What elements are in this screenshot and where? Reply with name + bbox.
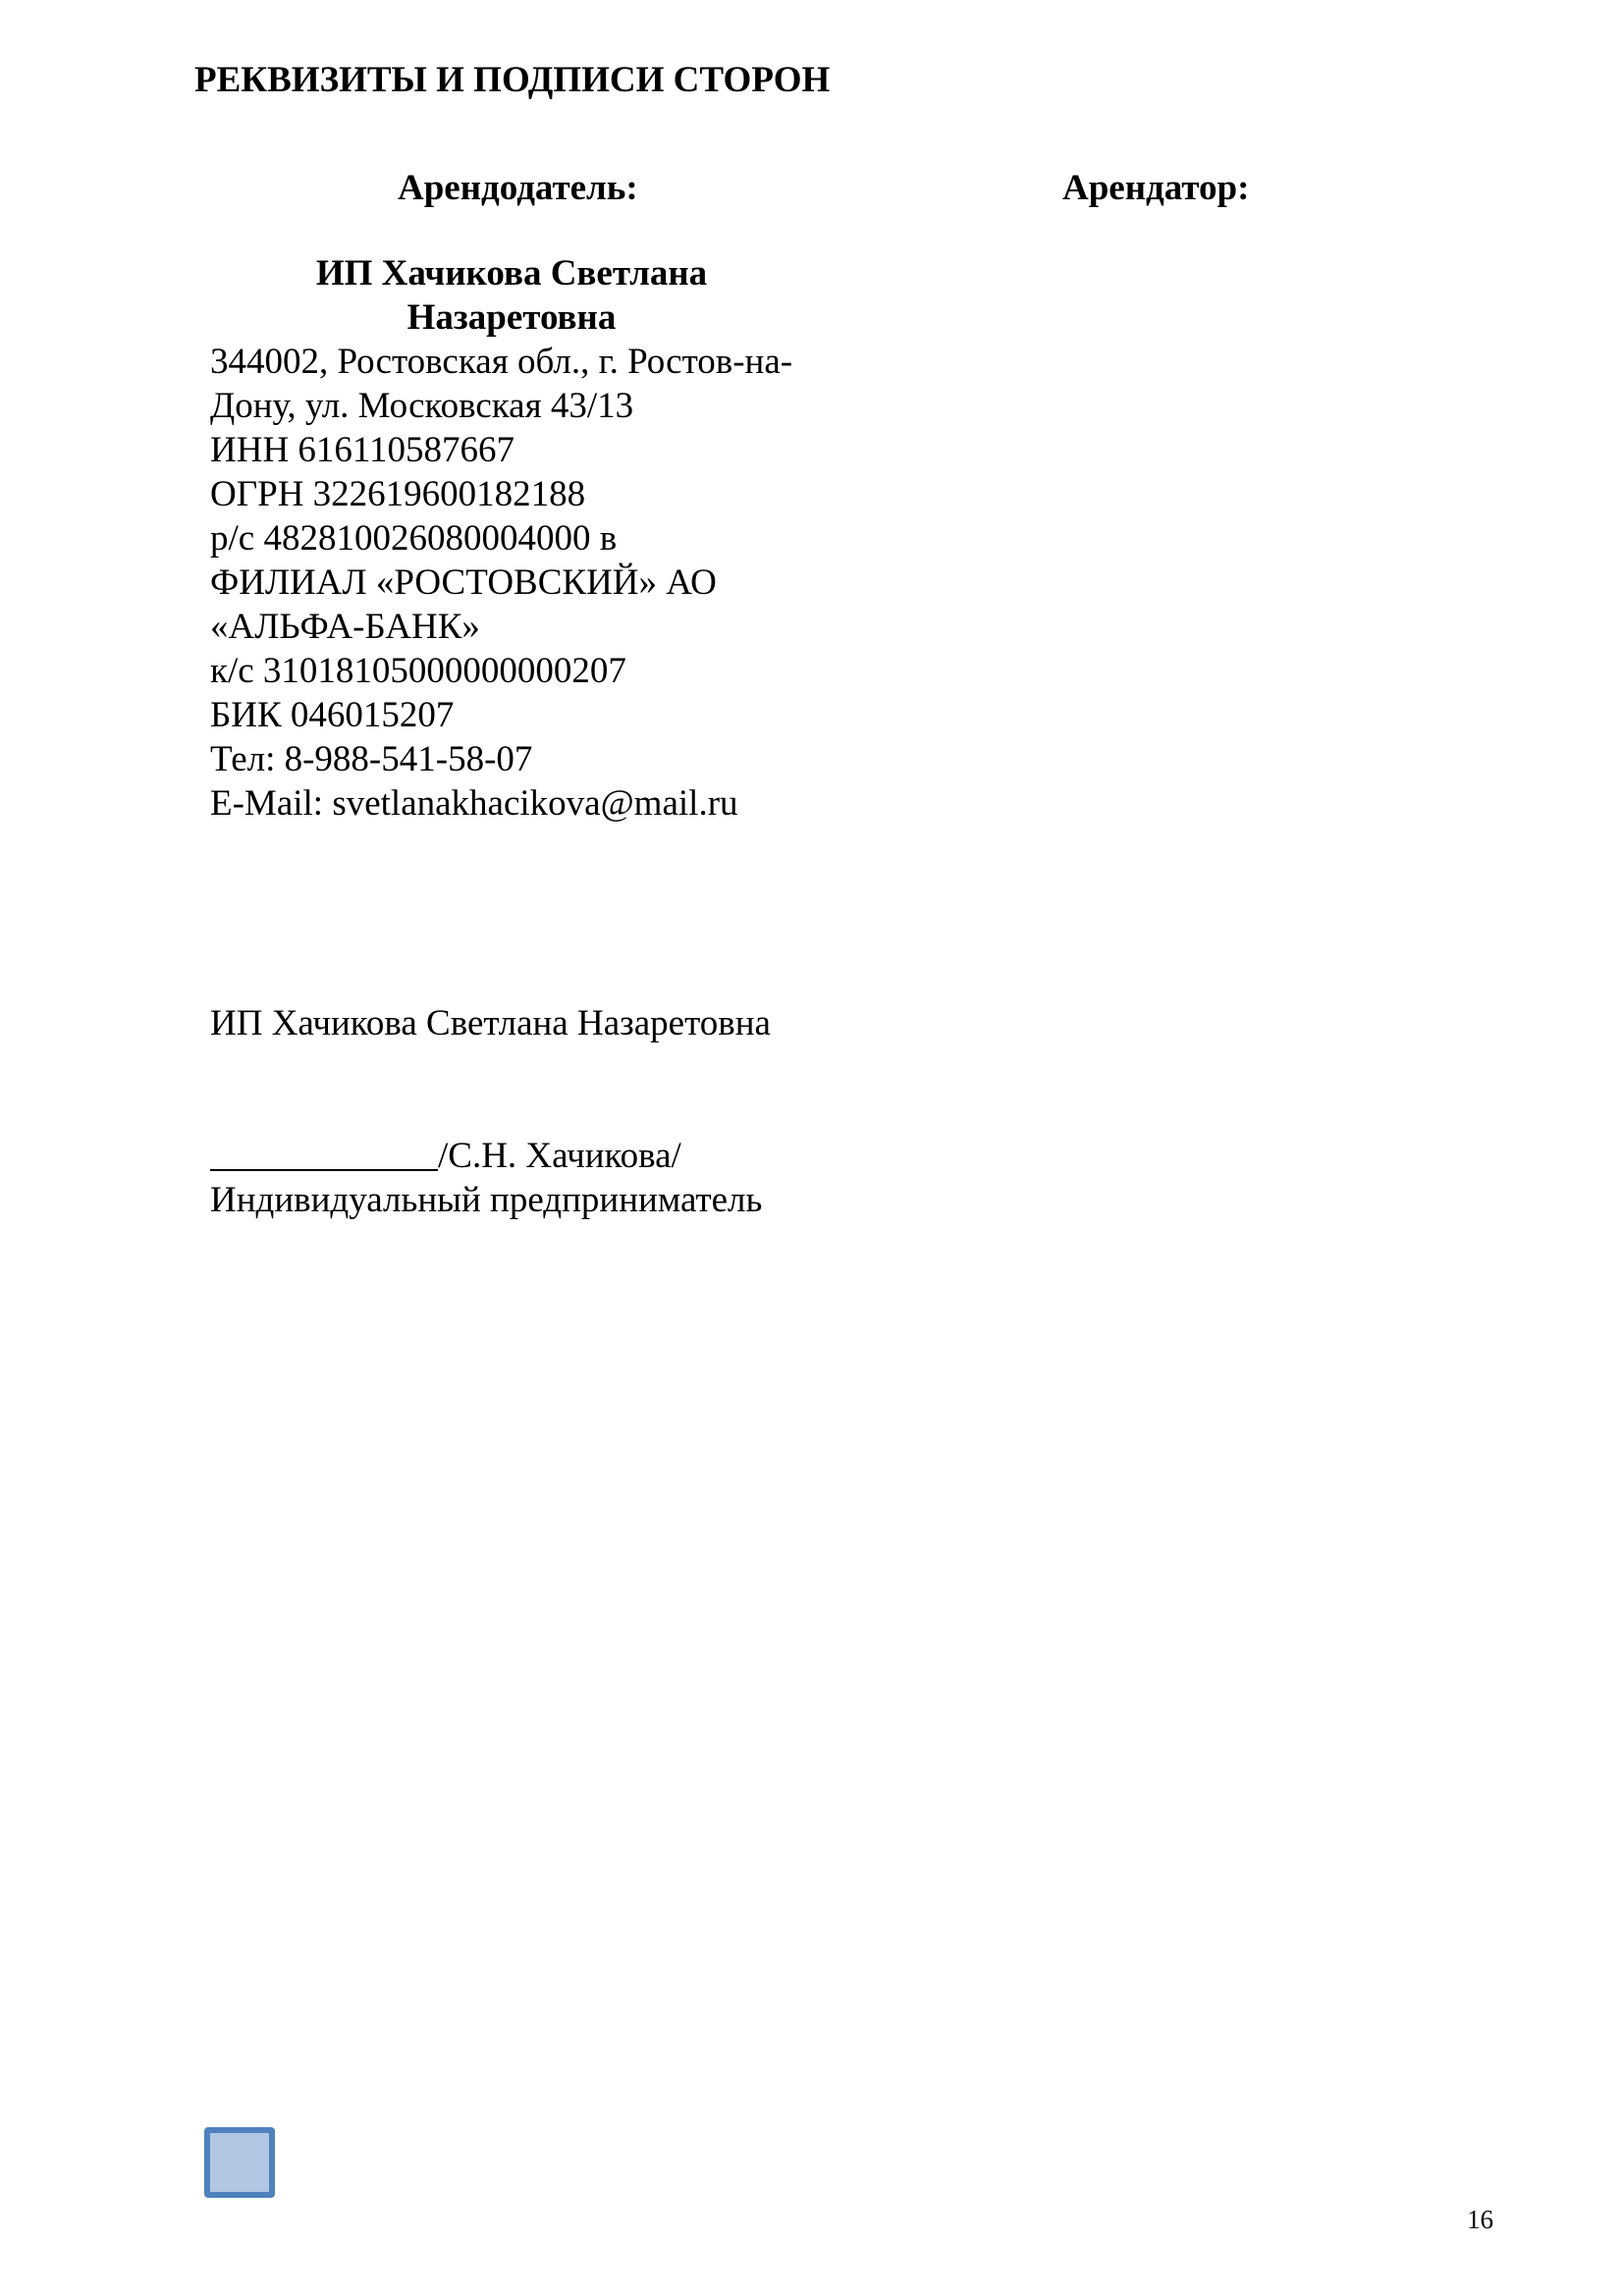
lessor-name-line-1: ИП Хачикова Светлана [315,253,708,294]
signature-line [210,1134,681,1178]
lessor-email: E-Mail: svetlanakhacikova@mail.ru [210,783,738,824]
lessor-bik: БИК 046015207 [210,695,455,735]
lessee-label: Арендатор: [1062,168,1250,208]
lessor-label: Арендодатель: [398,168,638,208]
lessor-bank-line-2: «АЛЬФА-БАНК» [210,607,480,647]
signature-initials: /С.Н. Хачикова/ [438,1136,681,1176]
lessor-inn: ИНН 616110587667 [210,430,515,470]
square-shape-icon [204,2127,275,2198]
signature-role: Индивидуальный предприниматель [210,1180,763,1220]
lessor-corr-account: к/с 31018105000000000207 [210,651,626,691]
lessor-bank-line-1: ФИЛИАЛ «РОСТОВСКИЙ» АО [210,562,717,603]
signature-blank [210,1136,438,1171]
lessor-account: р/с 482810026080004000 в [210,518,618,559]
lessor-name-line-2: Назаретовна [406,297,617,338]
lessor-name [210,251,839,340]
lessor-details-block [210,251,839,826]
page-number: 16 [1467,2205,1493,2234]
lessor-address-line-2: Дону, ул. Московская 43/13 [210,386,634,426]
section-title: РЕКВИЗИТЫ И ПОДПИСИ СТОРОН [194,60,831,100]
lessor-phone: Тел: 8-988-541-58-07 [210,739,533,779]
signature-name: ИП Хачикова Светлана Назаретовна [210,1003,771,1043]
lessor-ogrn: ОГРН 322619600182188 [210,474,586,514]
lessor-address-line-1: 344002, Ростовская обл., г. Ростов-на- [210,342,793,382]
